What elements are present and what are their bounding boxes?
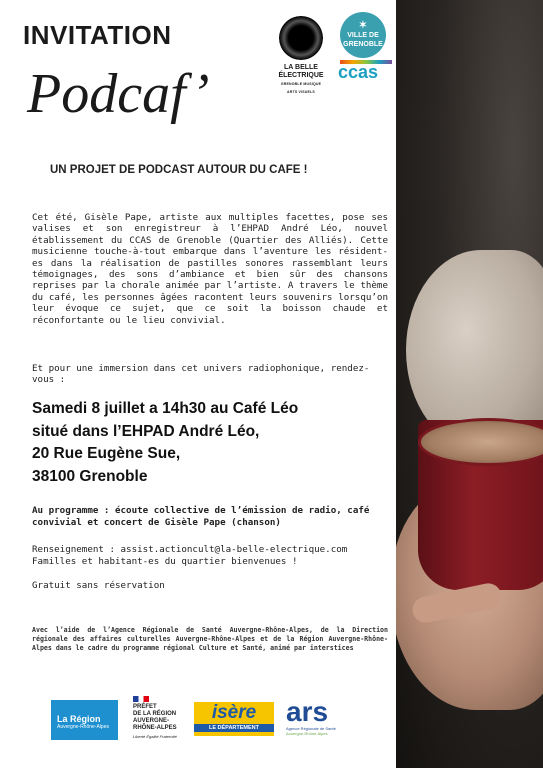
isere-name: isère [211, 702, 257, 723]
intro-paragraph: Cet été, Gisèle Pape, artiste aux multiples facettes, pose ses valises et son enregistreur à l’EHPAD André Léo, nouvel établissement du CCAS de Grenoble (Quartier des Alliés). Cette musicienne touche-à-tout embarque dans l’aventure les résident-es dans la réalisation de pastilles sonores rassemblant leurs témoignages, des sons d’ambiance et bien sûr des chansons reprises par la chorale animée par l’artiste. A travers le thème du café, les personnes âgées racontent leurs souvenirs lorsqu’on leur évoque ce sujet, que ce soit la boisson chaude et réconfortante ou le lieu convivial. [32, 212, 388, 326]
isere-sub: LE DÉPARTEMENT [194, 724, 274, 732]
ars-name: ars [286, 696, 329, 727]
event-date: Samedi 8 juillet a 14h30 au Café Léo [32, 400, 299, 417]
star-icon: ✶ [358, 20, 368, 31]
ccas-logo: ccas [338, 62, 379, 82]
prefet-line-3: AUVERGNE- [133, 718, 170, 724]
belle-electrique-logo [276, 16, 326, 96]
belle-electrique-subline: GRENOBLE MUSIQUE ARTS VISUELS [280, 82, 322, 94]
event-city: 38100 Grenoble [32, 467, 148, 485]
french-flag-icon [133, 696, 149, 702]
ars-sub-1: Agence Régionale de Santé [286, 726, 336, 731]
prefet-logo [133, 696, 188, 739]
belle-electrique-name-1: LA BELLE [284, 64, 318, 71]
prefet-line-2: DE LA RÉGION [133, 711, 177, 717]
event-venue: situé dans l’EHPAD André Léo, [32, 422, 260, 440]
contact-email[interactable]: Renseignement : assist.actioncult@la-belle-electrique.com [32, 544, 348, 555]
tagline: UN PROJET DE PODCAST AUTOUR DU CAFE ! [50, 164, 308, 176]
event-name: Podcaf’ [27, 63, 210, 125]
grenoble-logo [340, 12, 386, 58]
prefet-devise: Liberté Égalité Fraternité [133, 734, 177, 739]
region-name: La Région [57, 714, 101, 724]
credits: Avec l’aide de l’Agence Régionale de Santé Auvergne-Rhône-Alpes, de la Direction régionale des affaires culturelles Auvergne-Rhône-Alpes et de la Région Auvergne-Rhône-Alpes dans le cadre du programme régional Culture et Santé, animé par interstices [32, 626, 388, 652]
belle-electrique-mark-icon [279, 16, 323, 60]
grenoble-line-2: GRENOBLE [343, 41, 383, 48]
prefet-line-1: PRÉFET [133, 704, 157, 710]
event-details [32, 398, 298, 488]
region-logo [51, 700, 118, 740]
coffee-photo [396, 0, 543, 768]
isere-logo [194, 702, 274, 736]
free-entry: Gratuit sans réservation [32, 580, 165, 591]
region-sub: Auvergne-Rhône-Alpes [57, 724, 109, 730]
contact-info [32, 544, 347, 568]
invitation-title: INVITATION [23, 20, 172, 50]
programme: Au programme : écoute collective de l’émission de radio, café convivial et concert de Gisèle Pape (chanson) [32, 505, 370, 528]
event-street: 20 Rue Eugène Sue, [32, 445, 181, 462]
contact-welcome: Familles et habitant-es du quartier bienvenues ! [32, 556, 298, 567]
prefet-line-4: RHÔNE-ALPES [133, 725, 177, 731]
ars-logo [286, 698, 356, 736]
belle-electrique-name-2: ÉLECTRIQUE [278, 72, 324, 79]
invite-paragraph: Et pour une immersion dans cet univers radiophonique, rendez-vous : [32, 363, 370, 386]
ars-sub-2: Auvergne-Rhône-Alpes [286, 731, 328, 736]
grenoble-line-1: VILLE DE [347, 32, 379, 39]
